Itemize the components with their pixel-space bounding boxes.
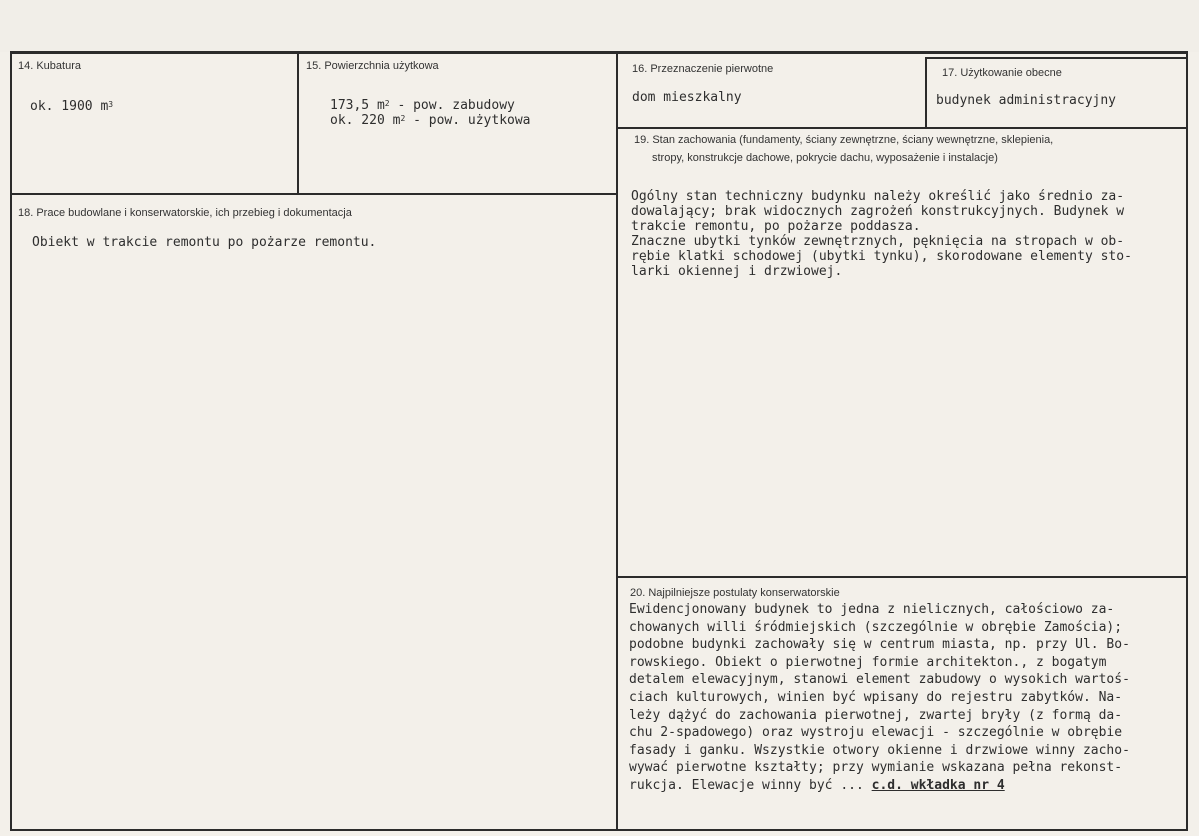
field-15-line-2 <box>330 113 531 128</box>
field-20-line: rowskiego. Obiekt o pierwotnej formie architekton., z bogatym <box>629 654 1107 670</box>
field-20-line: fasady i ganku. Wszystkie otwory okienne i drzwiowe winny zacho- <box>629 742 1130 758</box>
field-20-line: leży dążyć do zachowania pierwotnej, zwartej bryły (z formą da- <box>629 707 1123 723</box>
field-17-label: 17. Użytkowanie obecne <box>942 67 1062 79</box>
field-19-label-line-2: stropy, konstrukcje dachowe, pokrycie dachu, wyposażenie i instalacje) <box>652 152 998 164</box>
usable-area-label: - pow. użytkowa <box>405 113 531 128</box>
field-20-line: Ewidencjonowany budynek to jedna z nielicznych, całościowo za- <box>629 602 1115 617</box>
volume-value: ok. 1900 m <box>30 99 109 114</box>
field-19-text <box>631 189 1132 279</box>
field-20-label: 20. Najpilniejsze postulaty konserwatorskie <box>630 587 840 599</box>
field-20-line: ciach kulturowych, winien być wpisany do rejestru zabytków. Na- <box>629 689 1123 705</box>
field-20-line: detalem elewacyjnym, stanowi element zabudowy o wysokich wartoś- <box>629 672 1130 688</box>
divider-16-17 <box>925 57 927 128</box>
built-area-value: 173,5 m <box>330 98 385 113</box>
field-20-last-line-text: rukcja. Elewacje winny być ... <box>629 777 872 793</box>
field-15-line-1 <box>330 98 515 113</box>
right-border <box>1186 51 1188 831</box>
field-17-value: budynek administracyjny <box>936 93 1117 108</box>
field-18-value: Obiekt w trakcie remontu po pożarze remontu. <box>32 235 377 250</box>
built-area-exponent: 2 <box>384 99 390 108</box>
field-20-line: chu 2-spadowego) oraz wystroju elewacji - szczególnie w obrębie <box>629 725 1123 741</box>
field-20-last-line <box>629 777 1130 795</box>
volume-unit-exponent: 3 <box>108 100 114 109</box>
field-14-value <box>30 99 113 114</box>
field-16-value: dom mieszkalny <box>632 90 742 105</box>
field-19-line: Ogólny stan techniczny budynku należy określić jako średnio za- <box>631 189 1125 204</box>
usable-area-value: ok. 220 m <box>330 113 401 128</box>
field-16-label: 16. Przeznaczenie pierwotne <box>632 63 774 75</box>
card-top-margin <box>0 0 1199 52</box>
divider-17-top <box>926 57 1187 59</box>
field-19-line: rębie klatki schodowej (ubytki tynku), skorodowane elementy sto- <box>631 249 1132 264</box>
field-19-line: larki okiennej i drzwiowej. <box>631 264 843 279</box>
divider-19-20 <box>617 576 1187 578</box>
field-20-line: wywać pierwotne kształty; przy wymianie wskazana pełna rekonst- <box>629 760 1123 776</box>
field-20-text <box>629 601 1130 795</box>
divider-14-15 <box>297 52 299 195</box>
field-14-label: 14. Kubatura <box>18 60 81 72</box>
divider-main-vertical <box>616 52 618 830</box>
field-15-label: 15. Powierzchnia użytkowa <box>306 60 439 72</box>
usable-area-exponent: 2 <box>400 114 406 123</box>
field-20-line: podobne budynki zachowały się w centrum miasta, np. przy Ul. Bo- <box>629 637 1130 653</box>
built-area-label: - pow. zabudowy <box>389 98 515 113</box>
bottom-border <box>10 829 1187 831</box>
top-border <box>10 51 1187 54</box>
field-19-line: trakcie remontu, po pożarze poddasza. <box>631 219 921 234</box>
field-18-label: 18. Prace budowlane i konserwatorskie, ich przebieg i dokumentacja <box>18 207 352 219</box>
field-19-label-line-1: 19. Stan zachowania (fundamenty, ściany zewnętrzne, ściany wewnętrzne, sklepienia, <box>634 134 1054 146</box>
field-20-line: chowanych willi śródmiejskich (szczególnie w obrębie Zamościa); <box>629 619 1123 635</box>
field-19-line: dowalający; brak widocznych zagrożeń konstrukcyjnych. Budynek w <box>631 204 1125 219</box>
divider-row1-right <box>617 127 1187 129</box>
left-border <box>10 51 12 830</box>
continuation-reference: c.d. wkładka nr 4 <box>871 777 1005 793</box>
field-19-line: Znaczne ubytki tynków zewnętrznych, pęknięcia na stropach w ob- <box>631 234 1125 249</box>
divider-row1-left <box>10 193 617 195</box>
